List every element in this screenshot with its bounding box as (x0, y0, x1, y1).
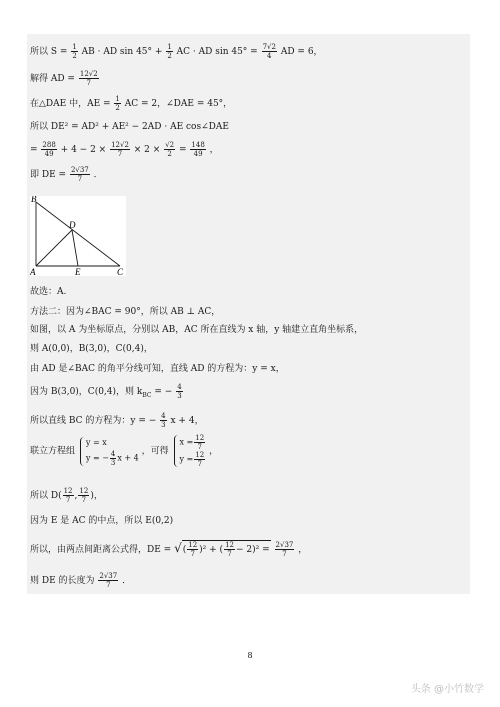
fraction: $\frac{1}{2}$ (115, 95, 120, 112)
text: AC = 2，∠DAE = 45°， (124, 99, 233, 109)
triangle-diagram (30, 196, 126, 276)
fraction: $\frac{√2}{2}$ (165, 141, 175, 158)
watermark: 头条 @小竹数学 (410, 684, 484, 695)
distance-formula (30, 540, 307, 558)
row: x = $\frac{12}{7}$ (179, 434, 205, 451)
fraction: $\frac{2√37}{7}$ (275, 541, 294, 558)
text: ． (93, 170, 103, 180)
solve-ad (30, 70, 100, 87)
fraction: $\frac{288}{49}$ (42, 141, 56, 158)
slope-bc (30, 383, 184, 401)
text: ，可得 (141, 446, 169, 457)
fraction: $\frac{2√37}{7}$ (99, 572, 118, 589)
text: , (74, 491, 78, 501)
text: ， (209, 145, 219, 155)
points (30, 344, 153, 355)
text: 即 DE = (30, 170, 67, 180)
text: 所以，由两点间距离公式得，DE = (30, 545, 172, 555)
text: )， (90, 491, 103, 501)
text: 因为 B(3,0)，C(0,4)，则 k (30, 387, 143, 397)
text: 所以 D( (30, 491, 62, 501)
text: 因为 E 是 AC 的中点，所以 E(0,2) (30, 516, 174, 526)
sqrt-sign: √ (174, 541, 182, 555)
answer (30, 287, 66, 298)
fraction: $\frac{4}{3}$ (161, 412, 166, 429)
text: 在△DAE 中，AE = (30, 99, 111, 109)
text: 所以 S = (30, 47, 68, 57)
text: ， (298, 545, 308, 555)
triangle-figure (30, 196, 126, 276)
page-number: 8 (247, 651, 253, 660)
label-c: C (117, 267, 124, 276)
label-a: A (30, 267, 36, 276)
text: x + 4， (170, 416, 204, 426)
de-length (30, 572, 131, 589)
sqrt-body: ( $\frac{12}{7}$ )² + ( $\frac{12}{7}$ − 2)² = (182, 541, 270, 558)
fraction: $\frac{1}{2}$ (72, 43, 77, 60)
text: 方法二：因为∠BAC = 90°，所以 AB ⊥ AC， (30, 307, 221, 317)
label-b: B (31, 196, 37, 204)
text: 则 A(0,0)，B(3,0)，C(0,4)， (30, 344, 153, 354)
text: 所以 DE² = AD² + AE² − 2AD · AE cos∠DAE (30, 122, 229, 132)
label-e: E (75, 267, 81, 276)
fraction: $\frac{12√2}{7}$ (79, 70, 98, 87)
method-two (30, 307, 220, 318)
text: AC · AD sin 45° = (176, 47, 258, 57)
line-ad (30, 364, 285, 375)
fraction: $\frac{148}{49}$ (191, 141, 205, 158)
cosine-law (30, 122, 229, 133)
cosine-calc (30, 141, 219, 158)
text: y = x (85, 437, 107, 447)
text: 由 AD 是∠BAC 的角平分线可知，直线 AD 的方程为：y = x， (30, 364, 285, 374)
text: 如图，以 A 为坐标原点，分别以 AB，AC 所在直线为 x 轴，y 轴建立直角坐标系， (30, 325, 364, 335)
coord-setup (30, 325, 363, 336)
system-1 (80, 436, 139, 467)
text: 故选：A. (30, 287, 67, 297)
formula-area (30, 43, 323, 60)
text: + 4 − 2 × (60, 145, 107, 155)
text: 解得 AD = (30, 74, 75, 84)
text: = (30, 145, 38, 155)
text: ． (122, 576, 132, 586)
system-2 (174, 434, 207, 468)
row: y = − $\frac{4}{3}$ x + 4 (85, 449, 139, 467)
fraction: $\frac{12√2}{7}$ (111, 141, 129, 158)
triangle-dae (30, 95, 232, 112)
text: AB · AD sin 45° + (81, 47, 163, 57)
line-bc (30, 412, 204, 429)
point-e (30, 516, 173, 527)
fraction: $\frac{1}{2}$ (167, 43, 172, 60)
fraction: $\frac{2√37}{7}$ (70, 166, 89, 183)
text: × 2 × (133, 145, 161, 155)
text: AD = 6， (280, 47, 323, 57)
fraction: $\frac{12}{7}$ (63, 487, 73, 504)
fraction: $\frac{12}{7}$ (79, 487, 89, 504)
text: 则 DE 的长度为 (30, 576, 95, 586)
equation-system (30, 434, 218, 468)
fraction: $\frac{7√2}{4}$ (262, 43, 276, 60)
text: = (178, 145, 187, 155)
fraction: $\frac{4}{3}$ (177, 383, 182, 400)
text: 联立方程组 (30, 446, 76, 457)
text: ， (209, 446, 219, 457)
label-d: D (69, 220, 76, 230)
text: = − (154, 387, 173, 397)
subscript: BC (142, 391, 152, 399)
row: y = $\frac{12}{7}$ (179, 451, 205, 468)
de-result (30, 166, 103, 183)
point-d (30, 487, 103, 504)
text: 所以直线 BC 的方程为：y = − (30, 416, 157, 426)
